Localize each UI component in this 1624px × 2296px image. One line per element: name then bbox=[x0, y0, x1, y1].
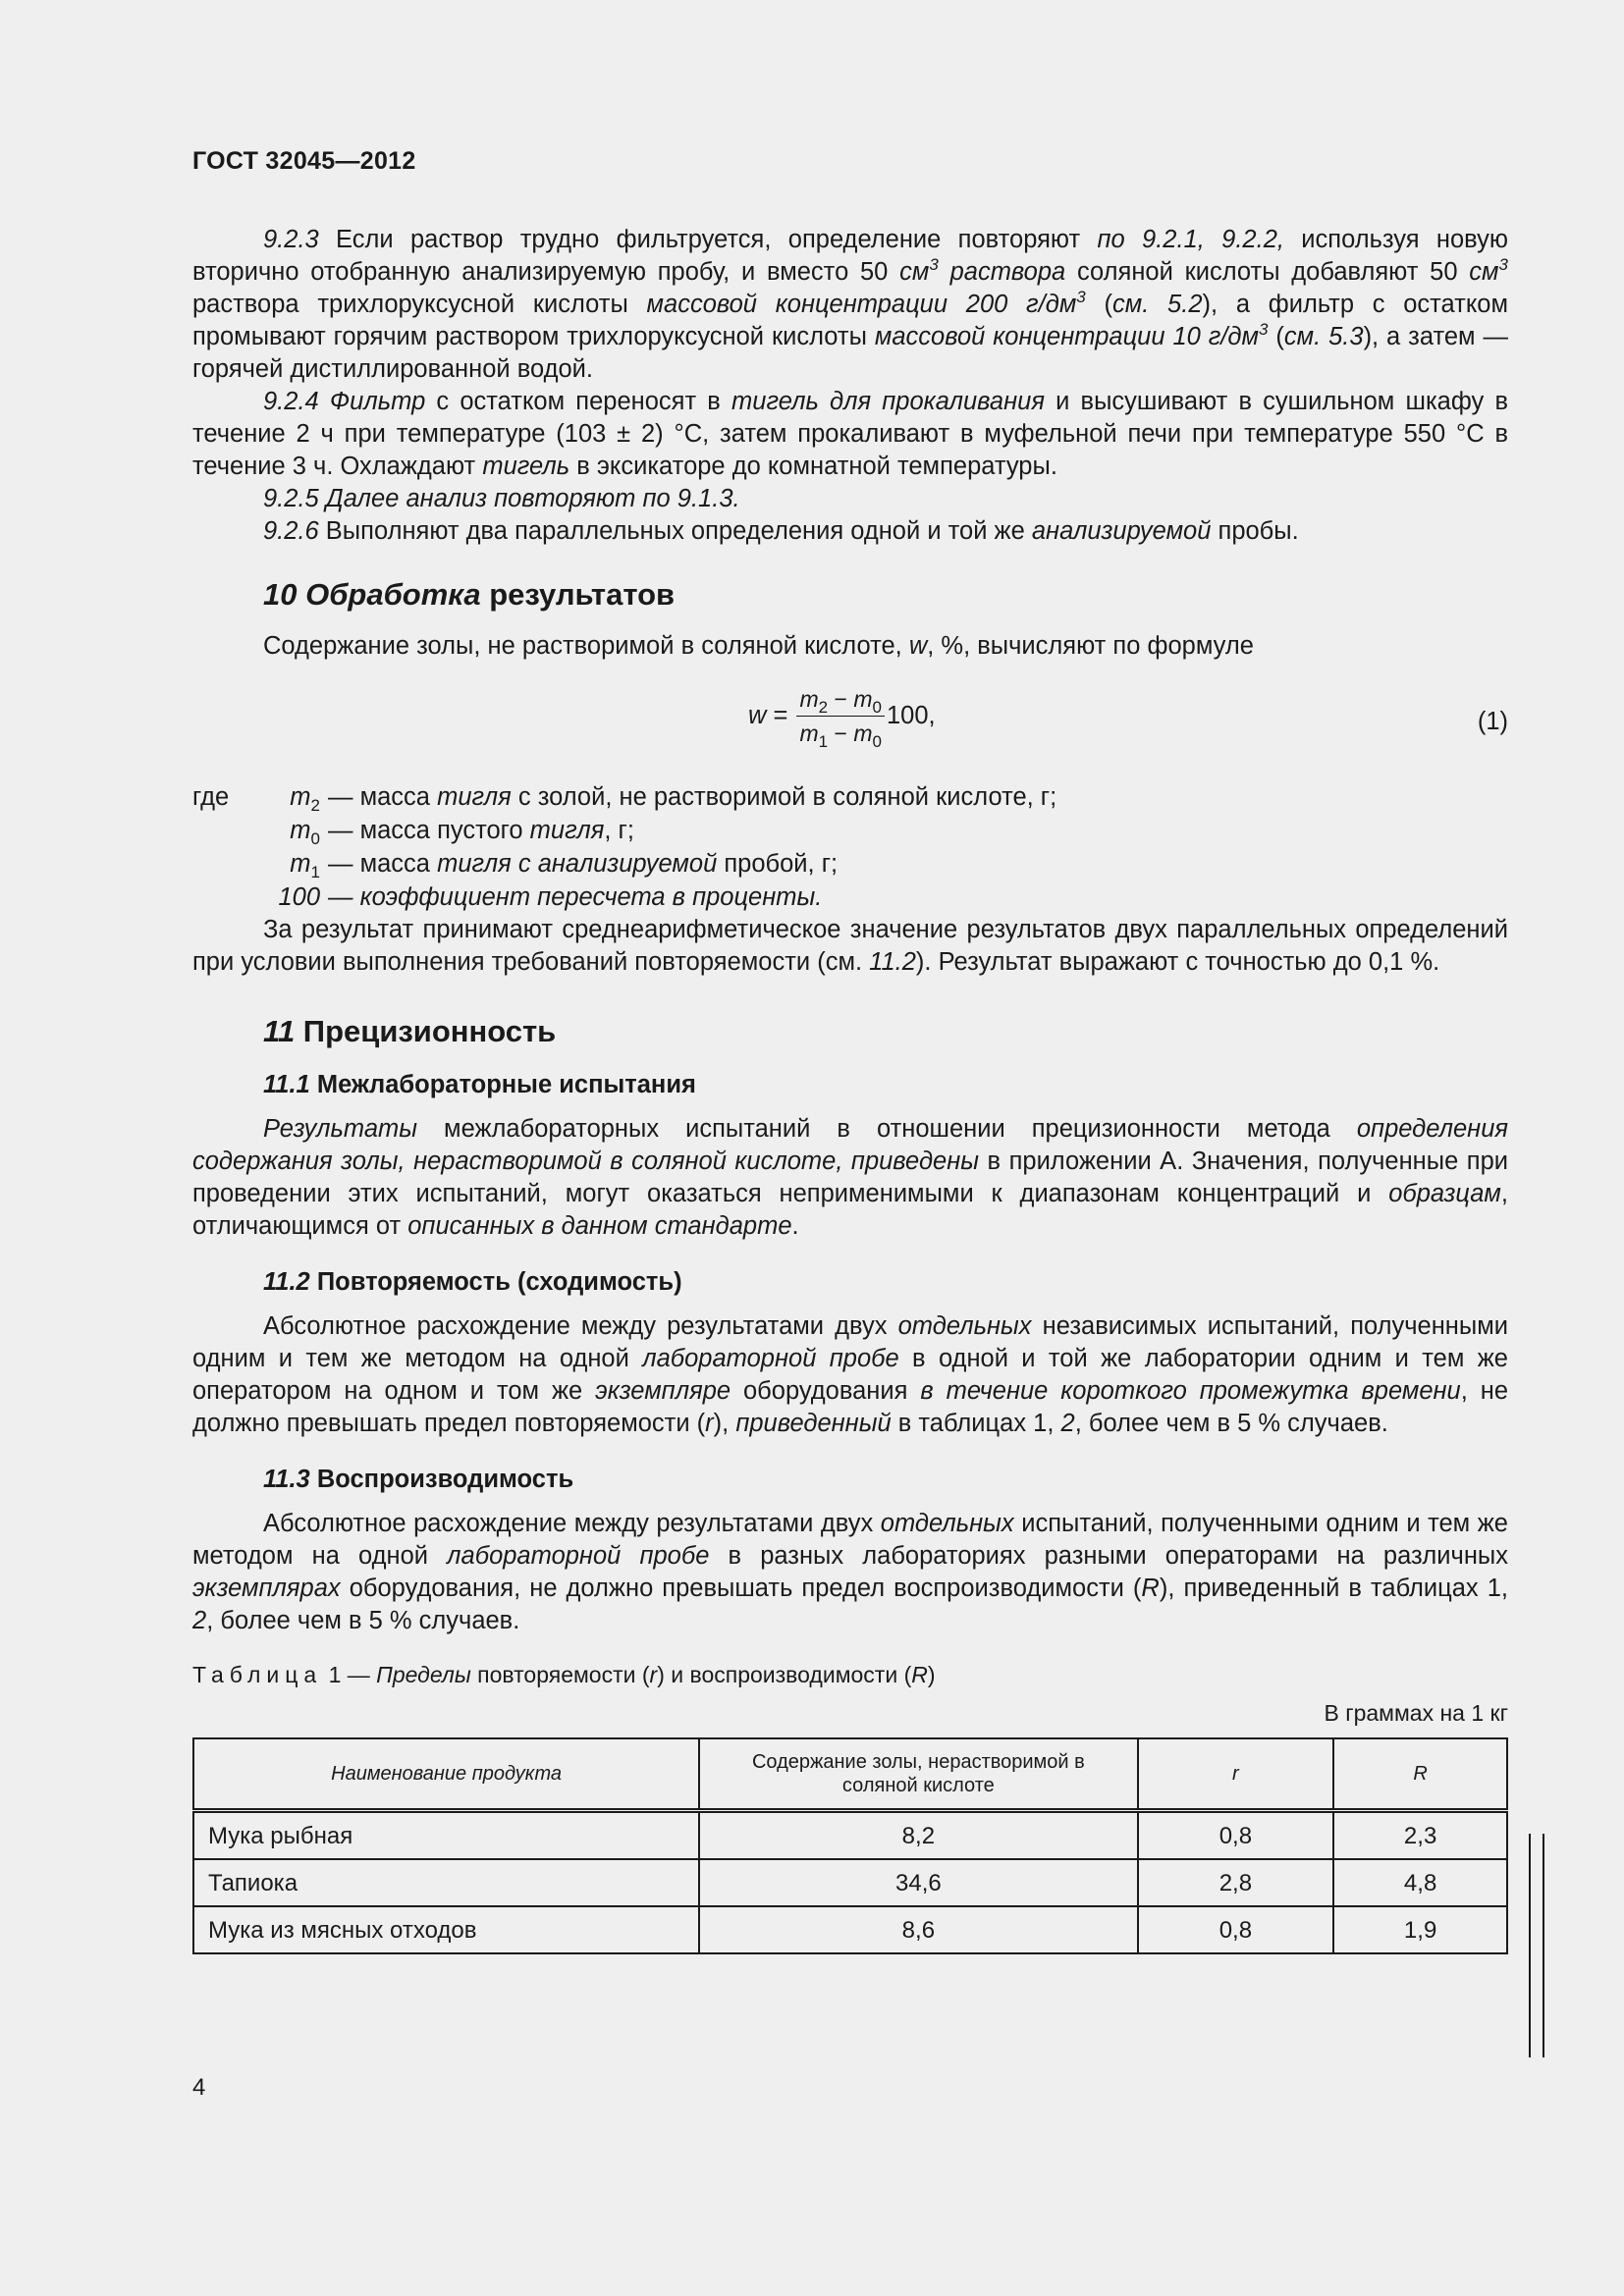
legend-description: — коэффициент пересчета в проценты. bbox=[328, 883, 823, 911]
section-10-heading: 10 Обработка результатов bbox=[263, 577, 676, 612]
table-cell: 8,2 bbox=[699, 1811, 1137, 1860]
table-cell: 8,6 bbox=[699, 1906, 1137, 1953]
legend-symbol: $m_1$ bbox=[290, 850, 320, 881]
page-header: ГОСТ 32045—2012 bbox=[192, 147, 416, 175]
legend-symbol: $m_0$ bbox=[290, 817, 320, 848]
table-cell: 34,6 bbox=[699, 1859, 1137, 1906]
section-11-2-heading: 11.2 Повторяемость (сходимость) bbox=[263, 1268, 682, 1296]
table-cell: 1,9 bbox=[1333, 1906, 1507, 1953]
table-cell: 4,8 bbox=[1333, 1859, 1507, 1906]
legend-symbol: 100 bbox=[278, 883, 320, 911]
table-header-row bbox=[193, 1738, 1507, 1811]
section-11-3-heading: 11.3 Воспроизводимость bbox=[263, 1466, 574, 1493]
table-cell: 2,3 bbox=[1333, 1811, 1507, 1860]
formula-expression: w = $\frac{m_2 - m_0}{m_1 - m_0}$ 100, bbox=[748, 686, 936, 751]
formula-legend bbox=[192, 780, 1508, 914]
table-cell: 2,8 bbox=[1138, 1859, 1334, 1906]
paragraph-9-2-3: 9.2.3 Если раствор трудно фильтруется, определение повторяют по 9.2.1, 9.2.2, используя новую вторично отобранную анализируемую пробу, и вместо 50 $см^3$ раствора соляной кислоты добавляют 50 $см^3$ раствора трихлоруксусной кислоты массовой концентрации 200 $г/дм^3$ (см. 5.2), а фильтр с остатком промывают горячим раствором трихлоруксусной кислоты массовой концентрации 10 $г/дм^3$ (см. 5.3), а затем — горячей дистиллированной водой. bbox=[192, 226, 1509, 383]
column-header: R bbox=[1333, 1738, 1507, 1811]
page-content bbox=[192, 224, 1508, 1954]
legend-description: — масса пустого тигля, г; bbox=[328, 817, 634, 844]
table-cell: Мука из мясных отходов bbox=[193, 1906, 699, 1953]
table-cell: 0,8 bbox=[1138, 1906, 1334, 1953]
table-cell: Тапиока bbox=[193, 1859, 699, 1906]
page-number: 4 bbox=[192, 2074, 206, 2101]
formula-intro: Содержание золы, не растворимой в соляной кислоте, w, %, вычисляют по формуле bbox=[263, 632, 1254, 660]
change-bar bbox=[1529, 1834, 1531, 2057]
column-header: r bbox=[1138, 1738, 1334, 1811]
table-row bbox=[193, 1859, 1507, 1906]
paragraph-9-2-6: 9.2.6 Выполняют два параллельных определения одной и той же анализируемой пробы. bbox=[263, 517, 1299, 545]
legend-symbol: где $m_2$ bbox=[192, 783, 320, 815]
formula-number: (1) bbox=[1477, 708, 1508, 735]
paragraph-result: За результат принимают среднеарифметическое значение результатов двух параллельных определений при условии выполнения требований повторяемости (см. 11.2). Результат выражают с точностью до 0,1 %. bbox=[192, 916, 1508, 976]
formula-1 bbox=[192, 676, 1508, 771]
table-row bbox=[193, 1811, 1507, 1860]
table-cell: 0,8 bbox=[1138, 1811, 1334, 1860]
change-bars bbox=[1529, 1834, 1546, 2057]
column-header: Наименование продукта bbox=[193, 1738, 699, 1811]
change-bar bbox=[1543, 1834, 1544, 2057]
table-1 bbox=[192, 1737, 1508, 1954]
paragraph-11-1: Результаты межлабораторных испытаний в отношении прецизионности метода определения содержания золы, нерастворимой в соляной кислоте, приведены в приложении А. Значения, полученные при проведении этих испытаний, могут оказаться неприменимыми к диапазонам концентраций и образцам, отличающимся от описанных в данном стандарте. bbox=[192, 1115, 1508, 1240]
table-1-caption: Таблица 1 — Пределы повторяемости (r) и воспроизводимости (R) bbox=[192, 1662, 936, 1687]
paragraph-11-2: Абсолютное расхождение между результатами двух отдельных независимых испытаний, полученными одним и тем же методом на одной лабораторной пробе в одной и той же лаборатории одним и тем же оператором на одном и том же экземпляре оборудования в течение короткого промежутка времени, не должно превышать предел повторяемости (r), приведенный в таблицах 1, 2, более чем в 5 % случаев. bbox=[192, 1312, 1509, 1437]
table-1-units: В граммах на 1 кг bbox=[1324, 1700, 1508, 1726]
table-cell: Мука рыбная bbox=[193, 1811, 699, 1860]
legend-description: — масса тигля с анализируемой пробой, г; bbox=[328, 850, 839, 878]
legend-description: — масса тигля с золой, не растворимой в соляной кислоте, г; bbox=[328, 783, 1057, 811]
section-11-1-heading: 11.1 Межлабораторные испытания bbox=[263, 1071, 696, 1098]
paragraph-9-2-5: 9.2.5 Далее анализ повторяют по 9.1.3. bbox=[263, 485, 740, 512]
paragraph-11-3: Абсолютное расхождение между результатами двух отдельных испытаний, полученными одним и тем же методом на одной лабораторной пробе в разных лабораториях разными операторами на различных экземплярах оборудования, не должно превышать предел воспроизводимости (R), приведенный в таблицах 1, 2, более чем в 5 % случаев. bbox=[192, 1510, 1508, 1634]
section-11-heading: 11 Прецизионность bbox=[263, 1014, 557, 1048]
table-row bbox=[193, 1906, 1507, 1953]
paragraph-9-2-4: 9.2.4 Фильтр с остатком переносят в тигель для прокаливания и высушивают в сушильном шкафу в течение 2 ч при температуре (103 ± 2) °С, затем прокаливают в муфельной печи при температуре 550 °С в течение 3 ч. Охлаждают тигель в эксикаторе до комнатной температуры. bbox=[192, 388, 1508, 480]
column-header: Содержание золы, нерастворимой в соляной кислоте bbox=[699, 1738, 1137, 1811]
formula-fraction: $\frac{m_2 - m_0}{m_1 - m_0}$ bbox=[796, 684, 885, 748]
